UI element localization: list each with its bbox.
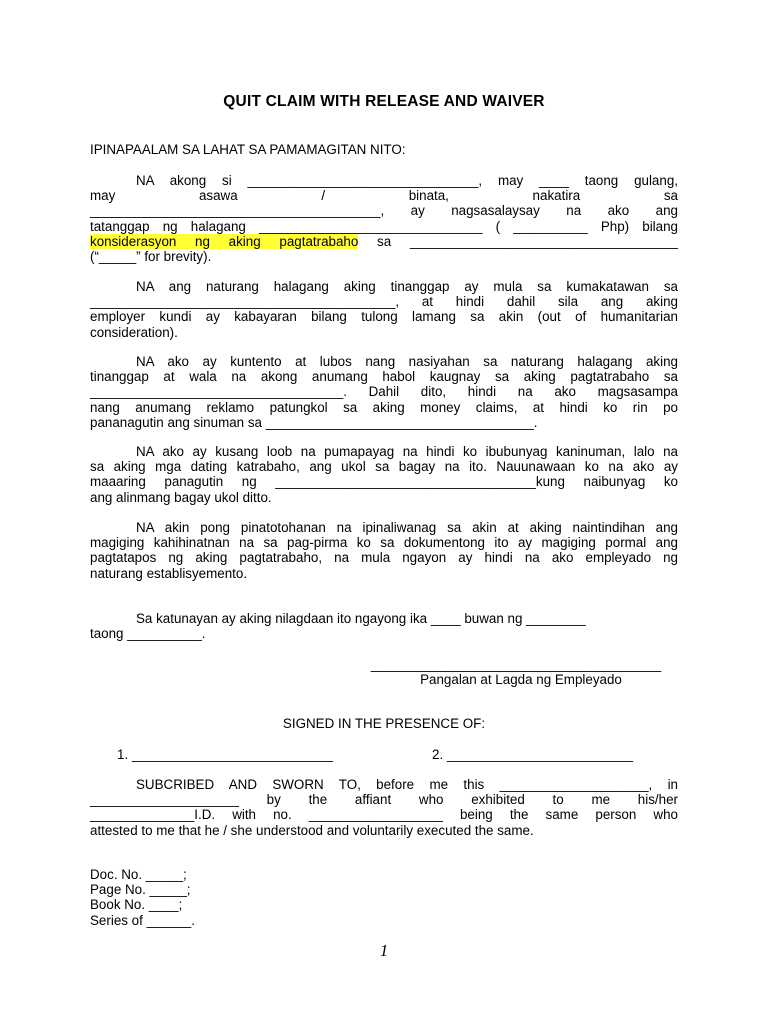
p1-line-2: may asawa / binata, nakatira sa — [90, 188, 678, 204]
p2-line-3: employer kundi ay kabayaran bilang tulong lamang sa akin (out of humanitarian — [90, 309, 678, 325]
jurat-line-3: ______________I.D. with no. __________________ being the same person who — [90, 807, 678, 823]
employee-signature-block — [360, 657, 672, 672]
p4-line-3: maaaring panagutin ng ___________________________________kung naibunyag ko — [90, 474, 678, 490]
presence-heading — [0, 716, 768, 731]
witness-two — [432, 747, 633, 762]
jurat-line-4: attested to me that he / she understood and voluntarily executed the same. — [90, 822, 534, 838]
highlighted-phrase: konsiderasyon ng aking pagtatrabaho — [90, 233, 359, 249]
p4-line-4: ang alinmang bagay ukol ditto. — [90, 489, 272, 505]
witness-two-line: 2. _________________________ — [432, 747, 634, 762]
p1-line-5 — [90, 234, 678, 249]
page-number: 1 — [379, 941, 389, 960]
employee-signature-label: Pangalan at Lagda ng Empleyado — [420, 672, 622, 687]
p2-line-2: _________________________________________, at hindi dahil sila ang aking — [90, 294, 678, 310]
jurat-paragraph — [90, 777, 678, 838]
p3-line-5: pananagutin ang sinuman sa ____________________________________. — [90, 414, 538, 430]
p3-line-1: NA ako ay kuntento at lubos nang nasiyahan sa naturang halagang aking — [136, 354, 678, 369]
witness-one — [117, 747, 333, 762]
p3-line-2: tinanggap at wala na akong anumang habol kaugnay sa aking pagtatrabaho sa — [90, 369, 678, 385]
intro-line — [90, 142, 678, 157]
jurat-line-1: SUBCRIBED AND SWORN TO, before me this ____________________, in — [136, 777, 678, 792]
p2-line-1: NA ang naturang halagang aking tinanggap ay mula sa kumakatawan sa — [136, 279, 678, 294]
doc-number: Doc. No. _____; — [90, 867, 187, 882]
notarial-register — [90, 867, 195, 928]
p5-line-2: magiging kahihinatnan na sa pag-pirma ko sa dokumentong ito ay magiging pormal ang — [90, 535, 678, 551]
p6-line-2: taong __________. — [90, 626, 206, 642]
paragraph-confidentiality — [90, 444, 678, 505]
p2-line-4: consideration). — [90, 324, 178, 340]
p1-line-6: (“_____” for brevity). — [90, 249, 212, 265]
document-title: QUIT CLAIM WITH RELEASE AND WAIVER — [223, 93, 545, 110]
p1-line-3: _______________________________________, ay nagsasalaysay na ako ang — [90, 203, 678, 219]
p3-line-3: __________________________________. Dahil dito, hindi na ako magsasampa — [90, 384, 678, 400]
p1-line-5-rest: sa ____________________________________ — [358, 233, 678, 249]
jurat-line-2: ____________________ by the affiant who exhibited to me his/her — [90, 792, 678, 808]
p6-line-1: Sa katunayan ay aking nilagdaan ito ngayong ika ____ buwan ng ________ — [136, 611, 586, 626]
p4-line-2: sa aking mga dating katrabaho, ang ukol sa bagay na ito. Nauunawaan ko na ako ay — [90, 459, 678, 475]
intro-text: IPINAPAALAM SA LAHAT SA PAMAMAGITAN NITO: — [90, 142, 406, 157]
book-number: Book No. ____; — [90, 897, 183, 913]
page-number-entry: Page No. _____; — [90, 882, 191, 898]
paragraph-satisfaction — [90, 354, 678, 430]
paragraph-acknowledgement — [90, 520, 678, 581]
employee-signature-line: _______________________________________ — [370, 657, 662, 672]
p4-line-1: NA ako ay kusang loob na pumapayag na hindi ko ibubunyag kaninuman, lalo na — [136, 444, 678, 459]
p5-line-1: NA akin pong pinatotohanan na ipinaliwanag sa akin at aking naintindihan ang — [136, 520, 678, 535]
paragraph-identity — [90, 173, 678, 264]
presence-heading-text: SIGNED IN THE PRESENCE OF: — [282, 716, 486, 731]
series-entry: Series of ______. — [90, 912, 195, 928]
paragraph-date-signed — [90, 611, 678, 641]
employee-signature-caption — [376, 672, 666, 687]
p5-line-3: pagtatapos ng aking pagtatrabaho, na mula ngayon ay hindi na ako empleyado ng — [90, 550, 678, 566]
p3-line-4: nang anumang reklamo patungkol sa aking money claims, at hindi ko rin po — [90, 399, 678, 415]
p5-line-4: naturang establisyemento. — [90, 565, 248, 581]
paragraph-source-of-payment — [90, 279, 678, 340]
witness-one-line: 1. ___________________________ — [117, 747, 333, 762]
p1-line-1: NA akong si _______________________________, may ____ taong gulang, — [136, 173, 678, 188]
p1-line-4: tatanggap ng halagang ______________________________ ( __________ Php) bilang — [90, 218, 678, 234]
